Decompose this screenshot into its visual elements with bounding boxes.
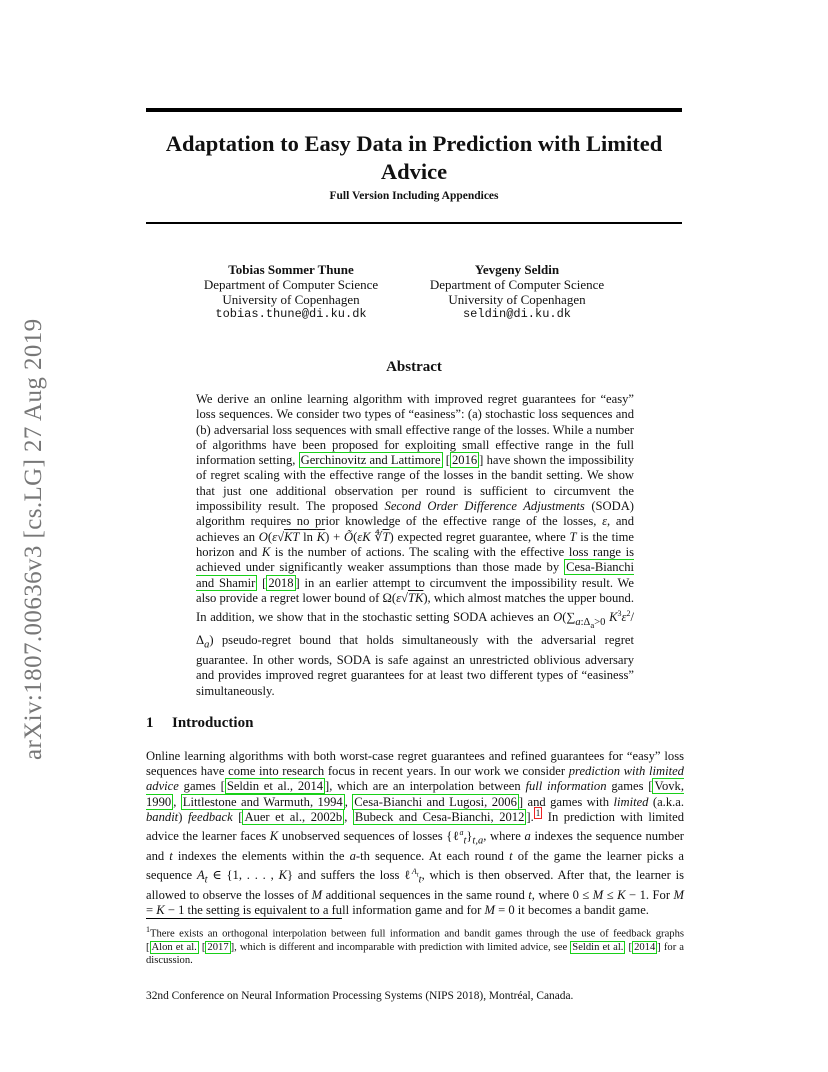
footnote-rule bbox=[146, 918, 342, 919]
citation-link[interactable]: Gerchinovitz and Lattimore bbox=[300, 453, 441, 468]
citation-link[interactable]: Seldin et al. bbox=[572, 941, 624, 953]
paper-title: Adaptation to Easy Data in Prediction with Limited Advice bbox=[165, 131, 663, 184]
section-title: Introduction bbox=[172, 715, 254, 731]
author-name: Tobias Sommer Thune bbox=[228, 262, 354, 277]
conference-footer: 32nd Conference on Neural Information Processing Systems (NIPS 2018), Montréal, Canada. bbox=[146, 990, 574, 1002]
abstract-heading: Abstract bbox=[386, 359, 442, 375]
author-univ: University of Copenhagen bbox=[222, 292, 360, 307]
introduction-body: Online learning algorithms with both worst-case regret guarantees and refined guarantees for “easy” loss sequences have come into research focus in recent years. In our work we consider prediction with limited advice games [ Seldin et al., 2014 ], which are an interpolation between full information games [ Vovk, 1990 , Littlestone and Warmuth, 1994 , Cesa-Bianchi and Lugosi, 2006 ] and games with limited (a.k.a. bandit) feedback [ Auer et al., 2002b , Bubeck and Cesa-Bianchi, 2012 ]. $^1$ In prediction with limited advice the learner faces K unobserved sequences of losses $\{\ell^a_t\}_{t,a}$, where a indexes the sequence number and t indexes the elements within the a-th sequence. At each round t of the game the learner picks a sequence $A_t$ ∈ {1, . . . , K} and suffers the loss ℓ$^{A_t}_t$, which is then observed. After that, the learner is allowed to observe the losses of M additional sequences in the same round t, where 0 ≤ M ≤ K − 1. For M = K − 1 the setting is equivalent to a full information game and for M = 0 it becomes a bandit game. bbox=[146, 749, 685, 918]
title-bottom-rule bbox=[146, 222, 682, 224]
footnote: $^1$There exists an orthogonal interpolation between full information and bandit games through the use of feedback graphs [ Alon et al. [ 2017 ], which is different and incomparable with prediction with limited advice, see Seldin et al. [ 2014 ] for a discussion. bbox=[146, 925, 684, 966]
citation-link[interactable]: Auer et al., 2002b bbox=[244, 809, 343, 824]
citation-link[interactable]: Bubeck and Cesa-Bianchi, 2012 bbox=[354, 809, 525, 824]
author-block bbox=[176, 262, 406, 322]
author-email[interactable]: tobias.thune@di.ku.dk bbox=[215, 307, 367, 321]
paper-subtitle: Full Version Including Appendices bbox=[329, 190, 499, 202]
author-block bbox=[402, 262, 632, 322]
author-dept: Department of Computer Science bbox=[429, 277, 605, 292]
section-number: 1 bbox=[146, 715, 154, 731]
abstract-body: We derive an online learning algorithm with improved regret guarantees for “easy” loss sequences. We consider two types of “easiness”: (a) stochastic loss sequences and (b) adversarial loss sequences with small effective range of the losses. While a number of algorithms have been proposed for exploiting small effective range in the full information setting, Gerchinovitz and Lattimore [ 2016 ] have shown the impossibility of regret scaling with the effective range of the losses in the bandit setting. We show that just one additional observation per round is sufficient to circumvent the impossibility result. The proposed Second Order Difference Adjustments (SODA) algorithm requires no prior knowledge of the effective range of the losses, ε, and achieves an O(ε√KT ln K) + Õ(εK $∜\overline{T}$) expected regret guarantee, where T is the time horizon and K is the number of actions. The scaling with the effective loss range is achieved under significantly weaker assumptions than those made by Cesa-Bianchi and Shamir [ 2018 ] in an earlier attempt to circumvent the impossibility result. We also provide a regret lower bound of Ω(ε√TK), which almost matches the upper bound. In addition, we show that in the stochastic setting SODA achieves an $O(\sum_{a:\Delta_a>0}$ $K^3\varepsilon^2/\Delta_a$) pseudo-regret bound that holds simultaneously with the adversarial regret guarantee. In other words, SODA is safe against an unrestricted oblivious adversary and provides improved regret guarantees for at least two different types of “easiness” simultaneously. bbox=[196, 392, 634, 698]
citation-link[interactable]: 2016 bbox=[451, 453, 478, 468]
author-name: Yevgeny Seldin bbox=[474, 262, 560, 277]
citation-link[interactable]: Cesa-Bianchi and Lugosi, 2006 bbox=[354, 794, 517, 809]
arxiv-stamp: arXiv:1807.00636v3 [cs.LG] 27 Aug 2019 bbox=[20, 318, 47, 760]
citation-link[interactable]: 2018 bbox=[268, 575, 294, 590]
citation-link[interactable]: Cesa-Bianchi and Shamir bbox=[196, 560, 634, 590]
citation-link[interactable]: 2014 bbox=[634, 941, 656, 953]
citation-link[interactable]: Vovk, 1990 bbox=[146, 779, 684, 809]
author-email[interactable]: seldin@di.ku.dk bbox=[462, 307, 572, 321]
citation-link[interactable]: Littlestone and Warmuth, 1994 bbox=[182, 794, 343, 809]
title-top-rule bbox=[146, 108, 682, 112]
author-dept: Department of Computer Science bbox=[203, 277, 379, 292]
author-univ: University of Copenhagen bbox=[448, 292, 586, 307]
citation-link[interactable]: 2017 bbox=[207, 941, 229, 953]
footnote-link[interactable]: 1 bbox=[535, 807, 541, 818]
citation-link[interactable]: Alon et al. bbox=[151, 941, 197, 953]
citation-link[interactable]: Seldin et al., 2014 bbox=[226, 779, 324, 794]
section-heading bbox=[146, 715, 253, 732]
